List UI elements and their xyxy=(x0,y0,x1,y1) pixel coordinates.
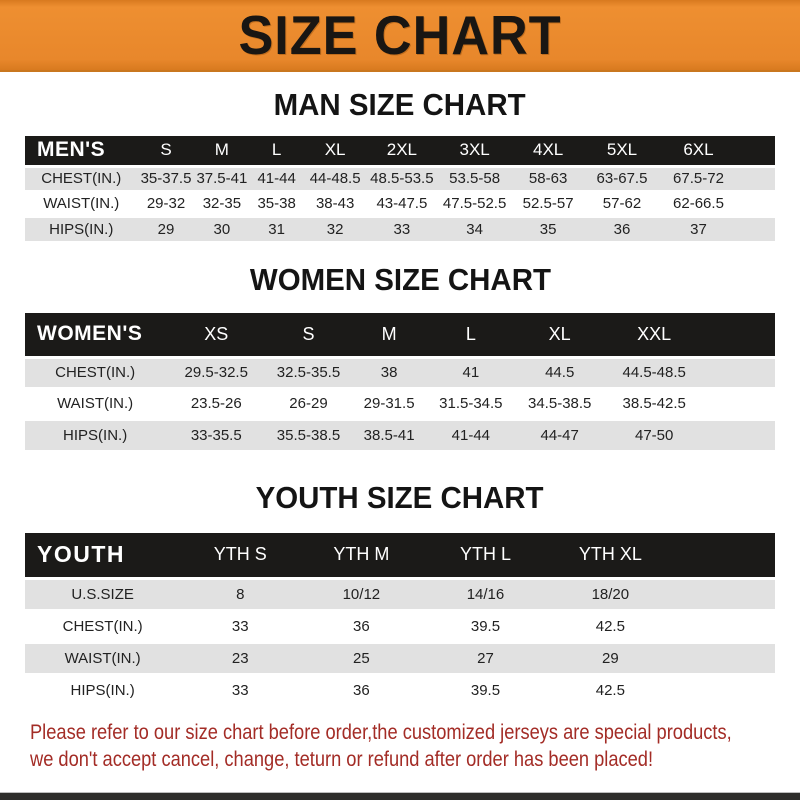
size-cell: 35-38 xyxy=(257,195,296,212)
size-column-header: 2XL xyxy=(366,136,437,166)
table-row xyxy=(25,191,775,216)
row-label: U.S.SIZE xyxy=(71,585,134,603)
women-section-title xyxy=(0,262,800,298)
size-cell: 39.5 xyxy=(470,682,501,700)
youth-size-table xyxy=(25,533,775,706)
spacer-cell xyxy=(702,419,775,450)
size-column-header: 6XL xyxy=(659,136,737,166)
youth-section-title-text: YOUTH SIZE CHART xyxy=(256,480,544,515)
size-cell: 47-50 xyxy=(634,426,674,444)
size-cell: 38.5-42.5 xyxy=(622,395,686,412)
table-body xyxy=(25,357,775,450)
spacer-cell xyxy=(672,674,775,706)
size-cell: 39.5 xyxy=(470,617,501,635)
size-column-header: L xyxy=(428,313,513,357)
size-cell: 35 xyxy=(539,220,557,238)
size-column-header: 3XL xyxy=(438,136,512,166)
size-cell: 41 xyxy=(462,364,480,381)
size-cell: 37 xyxy=(690,220,707,238)
size-cell: 32-35 xyxy=(202,195,242,212)
spacer-cell xyxy=(737,216,775,241)
spacer-cell xyxy=(672,642,775,674)
table-label: WOMEN'S xyxy=(25,313,165,357)
size-column-header: XL xyxy=(513,313,606,357)
disclaimer xyxy=(30,719,800,773)
spacer-cell xyxy=(672,533,775,578)
row-label: CHEST(IN.) xyxy=(62,617,143,635)
size-cell: 63-67.5 xyxy=(596,170,648,187)
row-label: WAIST(IN.) xyxy=(43,195,120,212)
row-label: WAIST(IN.) xyxy=(57,395,134,412)
table-header xyxy=(25,136,775,166)
size-cell: 36 xyxy=(353,682,370,700)
size-cell: 33 xyxy=(231,617,249,635)
table-row xyxy=(25,357,775,388)
size-cell: 35.5-38.5 xyxy=(276,426,341,444)
size-cell: 37.5-41 xyxy=(196,170,248,187)
size-cell: 31.5-34.5 xyxy=(439,395,503,412)
table-label: YOUTH xyxy=(25,533,180,578)
women-section-title-text: WOMEN SIZE CHART xyxy=(249,262,551,297)
size-column-header: XXL xyxy=(606,313,702,357)
size-cell: 10/12 xyxy=(342,585,381,603)
size-column-header: XS xyxy=(165,313,267,357)
table-body xyxy=(25,578,775,706)
spacer-cell xyxy=(737,136,775,166)
size-cell: 38.5-41 xyxy=(363,426,415,444)
size-cell: 27 xyxy=(477,649,494,667)
bottom-strip xyxy=(0,792,800,800)
man-size-table xyxy=(25,136,775,241)
size-cell: 34 xyxy=(466,220,483,238)
size-cell: 62-66.5 xyxy=(673,195,724,212)
size-cell: 23.5-26 xyxy=(190,395,242,412)
row-label: HIPS(IN.) xyxy=(49,220,114,238)
spacer-cell xyxy=(672,578,775,610)
size-column-header: 5XL xyxy=(584,136,659,166)
size-cell: 29-32 xyxy=(146,195,186,212)
size-cell: 44.5-48.5 xyxy=(622,364,686,381)
spacer-cell xyxy=(702,357,775,388)
size-cell: 42.5 xyxy=(595,617,625,635)
size-column-header: M xyxy=(350,313,429,357)
table-row xyxy=(25,216,775,241)
size-cell: 25 xyxy=(353,649,370,667)
size-cell: 44-47 xyxy=(540,426,579,444)
table-row xyxy=(25,166,775,191)
table-header xyxy=(25,533,775,578)
size-cell: 8 xyxy=(236,585,245,603)
size-cell: 67.5-72 xyxy=(673,170,724,187)
table-header-row xyxy=(25,136,775,166)
size-cell: 29.5-32.5 xyxy=(184,364,248,381)
size-cell: 53.5-58 xyxy=(449,170,501,187)
row-label: CHEST(IN.) xyxy=(55,364,136,381)
size-cell: 48.5-53.5 xyxy=(370,170,434,187)
table-row xyxy=(25,388,775,419)
size-cell: 42.5 xyxy=(595,682,625,700)
table-header xyxy=(25,313,775,357)
size-cell: 38-43 xyxy=(315,195,355,212)
size-cell: 32 xyxy=(326,220,344,238)
disclaimer-line-1: Please refer to our size chart before order,the customized jerseys are special products, xyxy=(30,721,732,744)
size-cell: 33 xyxy=(393,220,411,238)
size-column-header: YTH S xyxy=(180,533,300,578)
row-label: WAIST(IN.) xyxy=(64,649,141,667)
size-column-header: S xyxy=(138,136,195,166)
size-column-header: YTH M xyxy=(300,533,422,578)
size-cell: 18/20 xyxy=(591,585,630,603)
size-cell: 34.5-38.5 xyxy=(528,395,592,412)
table-header-row xyxy=(25,533,775,578)
size-cell: 35-37.5 xyxy=(140,170,192,187)
table-header-row xyxy=(25,313,775,357)
size-cell: 33 xyxy=(231,682,249,700)
table-row xyxy=(25,610,775,642)
man-section-title-text: MAN SIZE CHART xyxy=(274,87,526,122)
size-column-header: S xyxy=(267,313,349,357)
size-cell: 44-48.5 xyxy=(309,170,361,187)
table-row xyxy=(25,674,775,706)
size-cell: 31 xyxy=(268,220,285,238)
size-cell: 44.5 xyxy=(545,364,575,381)
women-size-table xyxy=(25,313,775,450)
man-section-title xyxy=(0,87,800,123)
youth-section-title xyxy=(0,480,800,516)
table-body xyxy=(25,166,775,241)
spacer-cell xyxy=(702,388,775,419)
table-label: MEN'S xyxy=(25,136,138,166)
row-label: CHEST(IN.) xyxy=(41,170,122,187)
size-column-header: M xyxy=(195,136,250,166)
size-cell: 38 xyxy=(380,364,398,381)
table-row xyxy=(25,642,775,674)
size-cell: 29 xyxy=(602,649,619,667)
size-cell: 41-44 xyxy=(451,426,491,444)
size-cell: 36 xyxy=(353,617,370,635)
size-column-header: L xyxy=(249,136,304,166)
spacer-cell xyxy=(737,166,775,191)
size-cell: 26-29 xyxy=(289,395,328,412)
youth-size-section xyxy=(0,480,800,706)
size-cell: 29 xyxy=(157,220,175,238)
women-size-section xyxy=(0,262,800,450)
size-cell: 23 xyxy=(231,649,249,667)
size-cell: 29-31.5 xyxy=(363,395,415,412)
size-column-header: XL xyxy=(304,136,366,166)
banner xyxy=(0,0,800,72)
size-cell: 52.5-57 xyxy=(522,195,574,212)
size-cell: 47.5-52.5 xyxy=(442,195,507,212)
size-cell: 57-62 xyxy=(602,195,642,212)
size-cell: 32.5-35.5 xyxy=(276,364,341,381)
size-cell: 41-44 xyxy=(257,170,296,187)
size-column-header: YTH XL xyxy=(548,533,672,578)
spacer-cell xyxy=(672,610,775,642)
size-column-header: YTH L xyxy=(422,533,548,578)
man-size-section xyxy=(0,87,800,241)
table-row xyxy=(25,419,775,450)
spacer-cell xyxy=(737,191,775,216)
page-title: SIZE CHART xyxy=(238,4,562,66)
disclaimer-line-2: we don't accept cancel, change, teturn or refund after order has been placed! xyxy=(30,748,654,771)
table-row xyxy=(25,578,775,610)
size-cell: 33-35.5 xyxy=(190,426,242,444)
size-cell: 36 xyxy=(613,220,631,238)
size-cell: 58-63 xyxy=(528,170,568,187)
size-cell: 30 xyxy=(213,220,231,238)
row-label: HIPS(IN.) xyxy=(70,682,135,700)
spacer-cell xyxy=(702,313,775,357)
size-cell: 43-47.5 xyxy=(376,195,428,212)
size-cell: 14/16 xyxy=(466,585,505,603)
row-label: HIPS(IN.) xyxy=(63,426,128,444)
size-column-header: 4XL xyxy=(512,136,585,166)
